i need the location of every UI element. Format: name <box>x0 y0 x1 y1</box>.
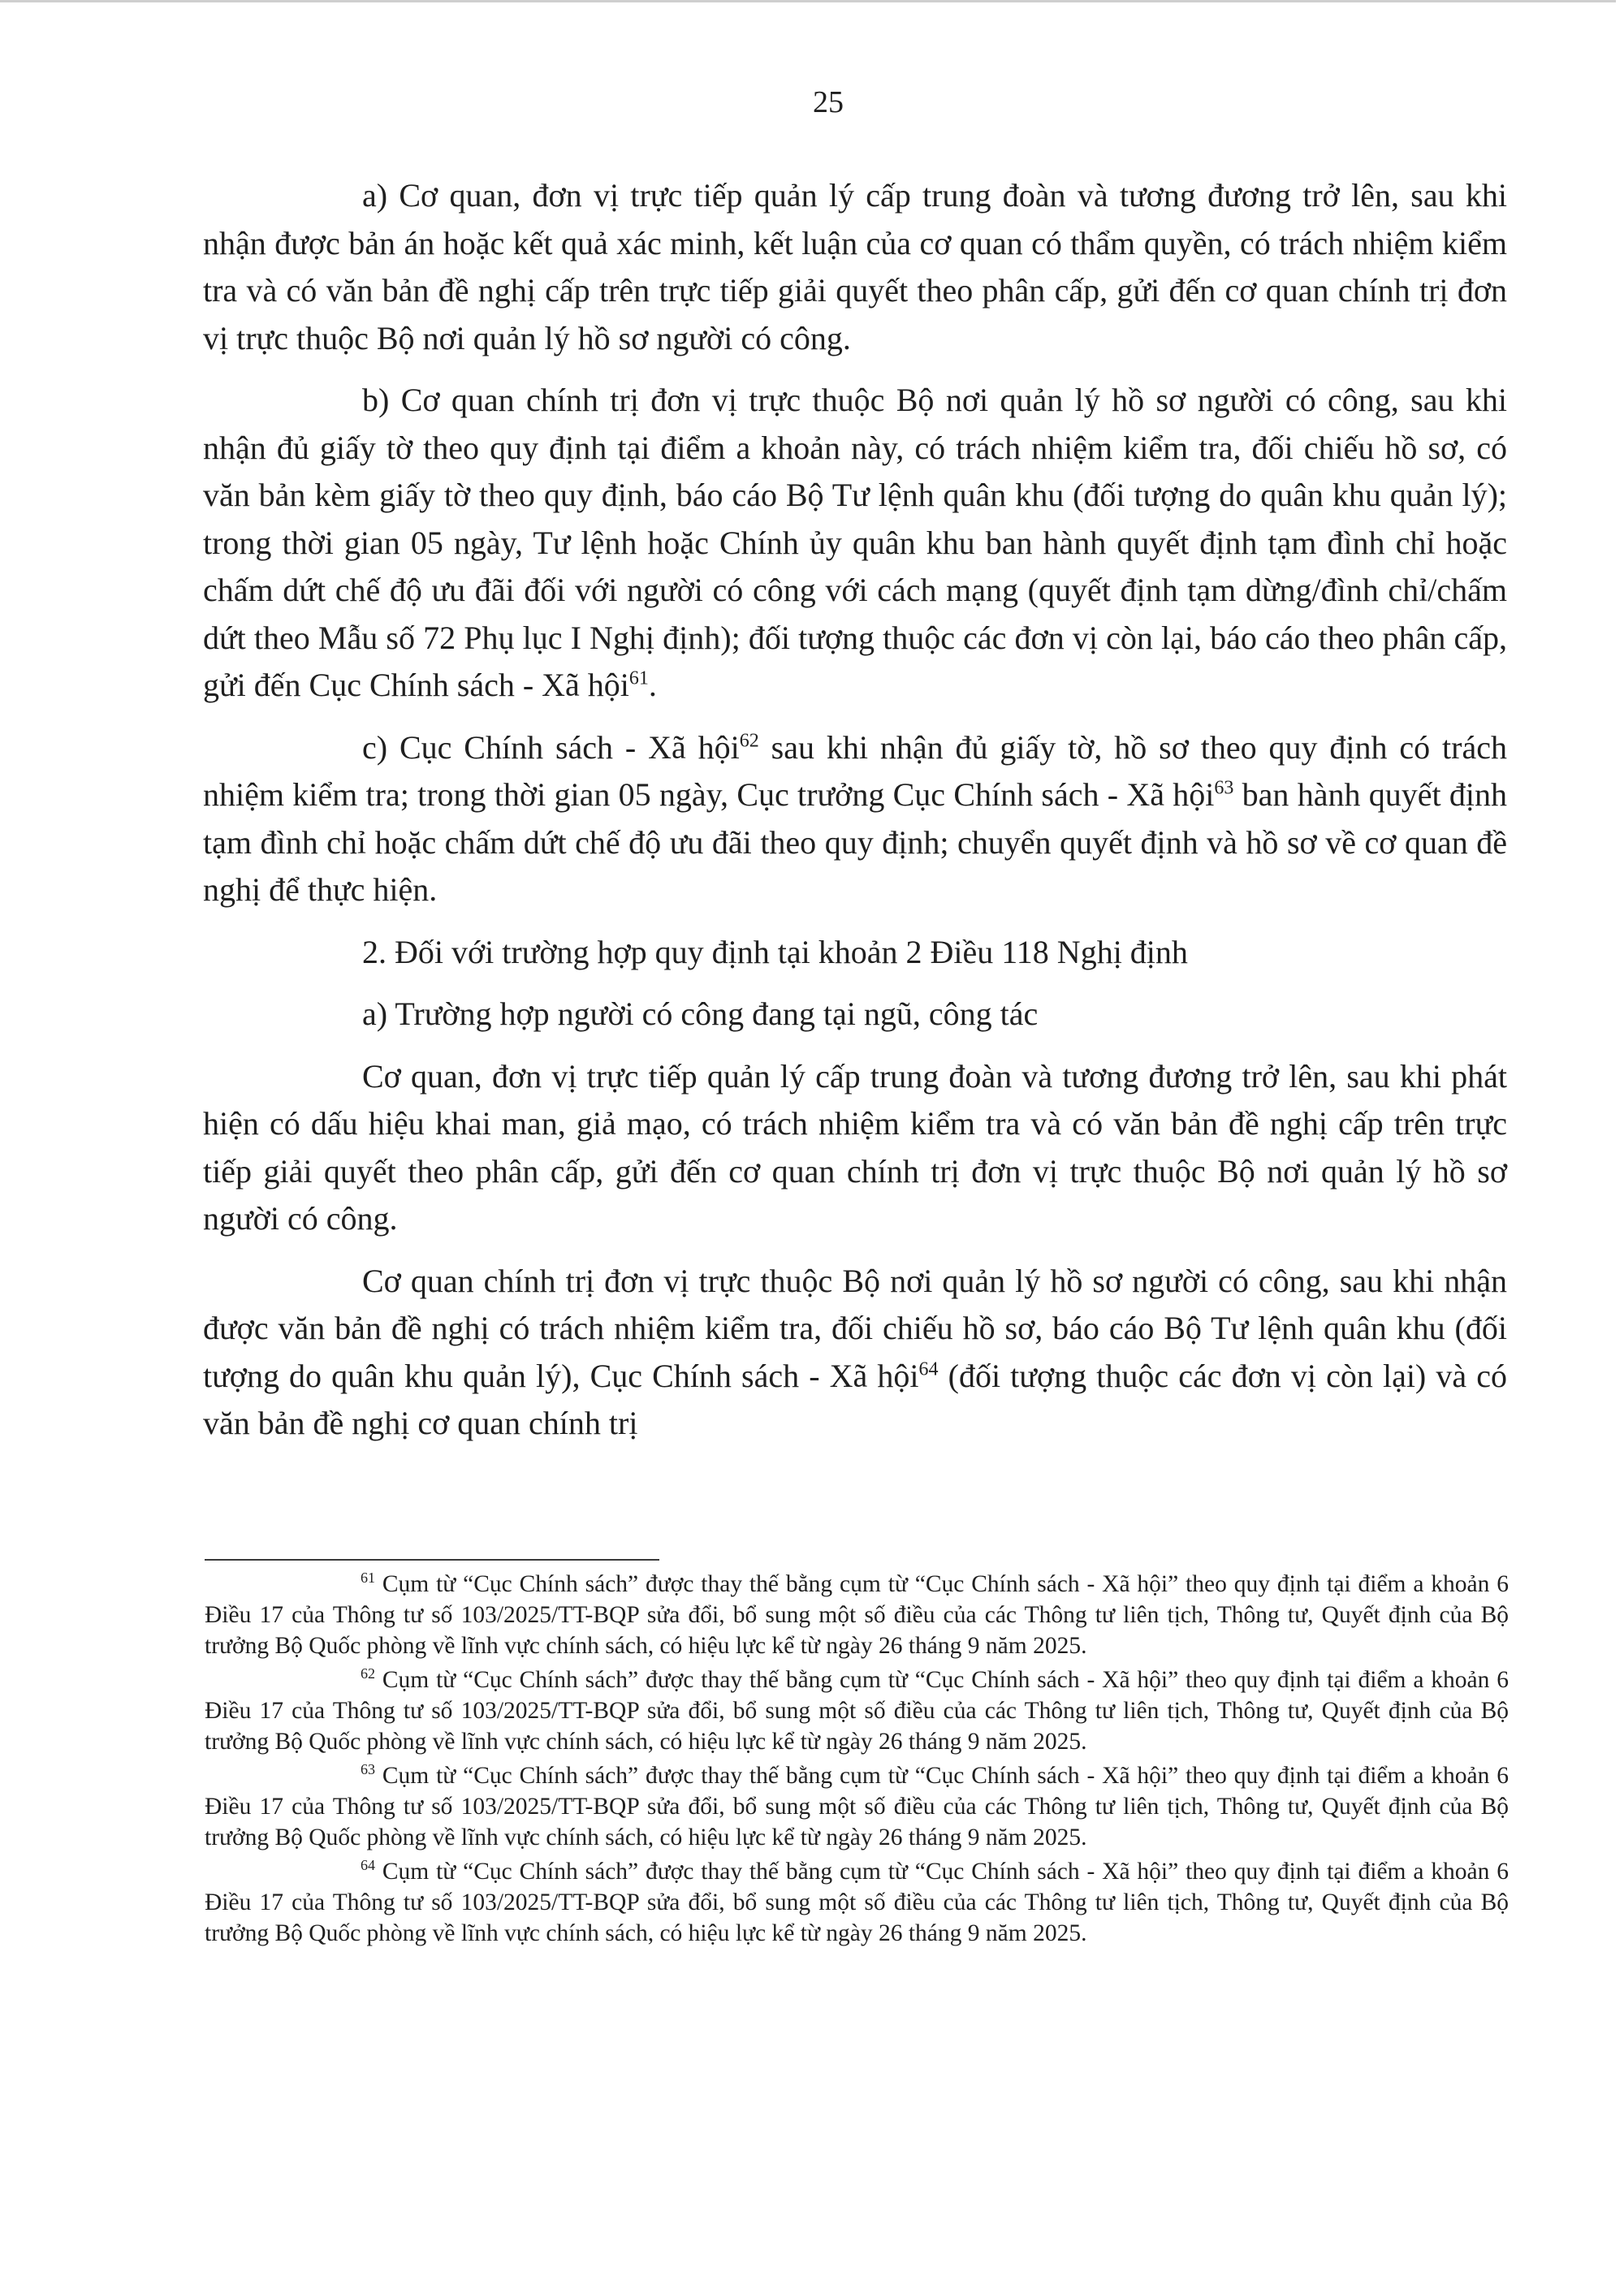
paragraph-text: sau khi nhận đủ giấy tờ, hồ sơ theo quy định có trách nhiệm kiểm tra; trong thời gian 05 ngày, Cục trưởng Cục Chính sách - Xã hội <box>203 728 1507 813</box>
paragraph-b-political-agency <box>203 377 1507 710</box>
paragraph-political-agency-review <box>203 1258 1507 1448</box>
subsection-a-heading <box>203 991 1507 1039</box>
paragraph-text: a) Trường hợp người có công đang tại ngũ, công tác <box>362 995 1039 1032</box>
footnote-text: Cụm từ “Cục Chính sách” được thay thế bằng cụm từ “Cục Chính sách - Xã hội” theo quy định tại điểm a khoản 6 Điều 17 của Thông tư số 103/2025/TT-BQP sửa đổi, bổ sung một số điều của các Thông tư liên tịch, Thông tư, Quyết định của Bộ trưởng Bộ Quốc phòng về lĩnh vực chính sách, có hiệu lực kể từ ngày 26 tháng 9 năm 2025. <box>205 1763 1509 1850</box>
page-top-edge <box>0 0 1616 2</box>
paragraph-a-court-verdict <box>203 172 1507 362</box>
paragraph-text: 2. Đối với trường hợp quy định tại khoản 2 Điều 118 Nghị định <box>362 933 1188 970</box>
footnote-reference[interactable]: 64 <box>918 1358 939 1380</box>
paragraph-text: Cơ quan chính trị đơn vị trực thuộc Bộ nơi quản lý hồ sơ người có công, sau khi nhận được văn bản đề nghị có trách nhiệm kiểm tra, đối chiếu hồ sơ, báo cáo Bộ Tư lệnh quân khu (đối tượng do quân khu quản lý), Cục Chính sách - Xã hội <box>203 1262 1507 1394</box>
paragraph-c-policy-department <box>203 724 1507 914</box>
footnote-reference[interactable]: 61 <box>628 667 649 689</box>
document-body <box>203 172 1507 1462</box>
paragraph-text: c) Cục Chính sách - Xã hội <box>362 728 740 766</box>
footnote-reference[interactable]: 63 <box>1214 777 1234 799</box>
footnote-63 <box>205 1760 1509 1853</box>
footnote-separator <box>205 1559 659 1561</box>
footnote-number: 64 <box>361 1857 375 1874</box>
paragraph-text: Cơ quan, đơn vị trực tiếp quản lý cấp trung đoàn và tương đương trở lên, sau khi phát hiện có dấu hiệu khai man, giả mạo, có trách nhiệm kiểm tra và có văn bản đề nghị cấp trên trực tiếp giải quyết theo phân cấp, gửi đến cơ quan chính trị đơn vị trực thuộc Bộ nơi quản lý hồ sơ người có công. <box>203 1057 1507 1237</box>
footnote-number: 61 <box>361 1570 375 1587</box>
footnote-text: Cụm từ “Cục Chính sách” được thay thế bằng cụm từ “Cục Chính sách - Xã hội” theo quy định tại điểm a khoản 6 Điều 17 của Thông tư số 103/2025/TT-BQP sửa đổi, bổ sung một số điều của các Thông tư liên tịch, Thông tư, Quyết định của Bộ trưởng Bộ Quốc phòng về lĩnh vực chính sách, có hiệu lực kể từ ngày 26 tháng 9 năm 2025. <box>205 1859 1509 1946</box>
footnotes <box>205 1569 1509 1952</box>
footnote-number: 63 <box>361 1761 375 1778</box>
paragraph-text: . <box>648 667 657 703</box>
footnote-number: 62 <box>361 1665 375 1682</box>
footnote-64 <box>205 1856 1509 1949</box>
footnote-61 <box>205 1569 1509 1661</box>
page-number: 25 <box>813 85 844 119</box>
footnote-62 <box>205 1665 1509 1757</box>
paragraph-text: (đối tượng thuộc các đơn vị còn lại) và có văn bản đề nghị cơ quan chính trị <box>203 1357 1507 1441</box>
footnote-text: Cụm từ “Cục Chính sách” được thay thế bằng cụm từ “Cục Chính sách - Xã hội” theo quy định tại điểm a khoản 6 Điều 17 của Thông tư số 103/2025/TT-BQP sửa đổi, bổ sung một số điều của các Thông tư liên tịch, Thông tư, Quyết định của Bộ trưởng Bộ Quốc phòng về lĩnh vực chính sách, có hiệu lực kể từ ngày 26 tháng 9 năm 2025. <box>205 1571 1509 1659</box>
section-2-heading <box>203 929 1507 977</box>
paragraph-text: b) Cơ quan chính trị đơn vị trực thuộc Bộ nơi quản lý hồ sơ người có công, sau khi nhận đủ giấy tờ theo quy định tại điểm a khoản này, có trách nhiệm kiểm tra, đối chiếu hồ sơ, có văn bản kèm giấy tờ theo quy định, báo cáo Bộ Tư lệnh quân khu (đối tượng do quân khu quản lý); trong thời gian 05 ngày, Tư lệnh hoặc Chính ủy quân khu ban hành quyết định tạm đình chỉ hoặc chấm dứt chế độ ưu đãi đối với người có công với cách mạng (quyết định tạm dừng/đình chỉ/chấm dứt theo Mẫu số 72 Phụ lục I Nghị định); đối tượng thuộc các đơn vị còn lại, báo cáo theo phân cấp, gửi đến Cục Chính sách - Xã hội <box>203 382 1507 703</box>
paragraph-text: ban hành quyết định tạm đình chỉ hoặc chấm dứt chế độ ưu đãi theo quy định; chuyển quyết định và hồ sơ về cơ quan đề nghị để thực hiện. <box>203 776 1508 908</box>
footnote-text: Cụm từ “Cục Chính sách” được thay thế bằng cụm từ “Cục Chính sách - Xã hội” theo quy định tại điểm a khoản 6 Điều 17 của Thông tư số 103/2025/TT-BQP sửa đổi, bổ sung một số điều của các Thông tư liên tịch, Thông tư, Quyết định của Bộ trưởng Bộ Quốc phòng về lĩnh vực chính sách, có hiệu lực kể từ ngày 26 tháng 9 năm 2025. <box>205 1667 1509 1755</box>
paragraph-unit-discovery <box>203 1053 1507 1243</box>
paragraph-text: a) Cơ quan, đơn vị trực tiếp quản lý cấp trung đoàn và tương đương trở lên, sau khi nhận được bản án hoặc kết quả xác minh, kết luận của cơ quan có thẩm quyền, có trách nhiệm kiểm tra và có văn bản đề nghị cấp trên trực tiếp giải quyết theo phân cấp, gửi đến cơ quan chính trị đơn vị trực thuộc Bộ nơi quản lý hồ sơ người có công. <box>203 177 1507 356</box>
footnote-reference[interactable]: 62 <box>739 730 759 752</box>
